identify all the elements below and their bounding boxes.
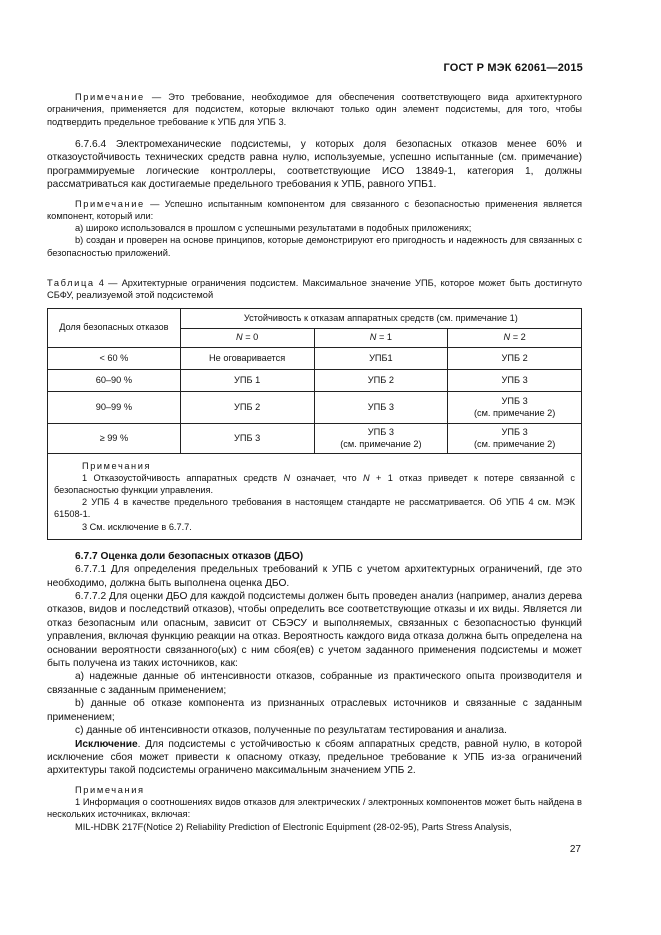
table-notes-label: Примечания [82, 460, 152, 471]
cell-n2: УПБ 3 (см. примечание 2) [448, 423, 582, 453]
note-1: 1 Информация о соотношениях видов отказов для электрических / электронных компонентов может быть найдена в нескольких источниках, включая: [47, 797, 582, 820]
table-note-3: 3 См. исключение в 6.7.7. [82, 521, 192, 532]
header-n0: N = 0 [180, 328, 314, 347]
cell-sff: < 60 % [48, 347, 181, 369]
table-note-2: 2 УПБ 4 в качестве предельного требования в настоящем стандарте не рассматривается. Об УПБ 4 см. МЭК 61508-1. [54, 497, 575, 520]
note-item-a: a) широко использовался в прошлом с успешными результатами в подобных приложениях; [75, 223, 472, 234]
table-caption [47, 277, 582, 302]
cell-n1: УПБ 3 [314, 391, 448, 423]
exception-label: Исключение [75, 738, 138, 750]
note-text: — Успешно испытанным компонентом для связанного с безопасностью применения является компонент, который или: [47, 198, 582, 221]
cell-n1: УПБ 3 (см. примечание 2) [314, 423, 448, 453]
header-sff: Доля безопасных отказов [48, 308, 181, 347]
note-proven-component [47, 198, 582, 223]
cell-sff: 60–90 % [48, 369, 181, 391]
note-item-b: b) создан и проверен на основе принципов, которые демонстрируют его пригодность и надежность для связанных с безопасностью приложений. [47, 235, 582, 258]
cell-n0: Не оговаривается [180, 347, 314, 369]
architecture-constraints-table [47, 308, 582, 540]
document-header: ГОСТ Р МЭК 62061—2015 [443, 62, 583, 74]
cell-n0: УПБ 2 [180, 391, 314, 423]
table-notes-row [48, 453, 582, 539]
paragraph-6772: 6.7.7.2 Для оценки ДБО для каждой подсистемы должен быть проведен анализ (например, анализ дерева отказов, видов и последствий отказов), чтобы определить все соответствующие отказы и их виды. Является ли отказ безопасным или опасным, зависит от СБЭСУ и выполняемых, связанных с безопасностью функций управления, включая функцию реакции на отказ. Вероятность каждого вида отказа должна быть определена на основании вероятности связанного(ых) с ним сбоя(ев) с учетом заданного применения подсистемы и может быть получена из таких источников, как: [47, 591, 582, 670]
n-symbol: N [503, 332, 511, 343]
list-item-a: a) надежные данные об интенсивности отказов, собранные из практического опыта производителя и связанные с заданным применением; [47, 671, 582, 696]
table-caption-text: 4 — Архитектурные ограничения подсистем. Максимальное значение УПБ, которое может быть достигнуто СБФУ, реализуемой этой подсистемой [47, 278, 582, 301]
cell-sff: 90–99 % [48, 391, 181, 423]
paragraph-6764: 6.7.6.4 Электромеханические подсистемы, у которых доля безопасных отказов менее 60% и отказоустойчивость технических средств равна нулю, используемые, успешно испытанные (см. примечание) программируемые логические контроллеры, соответствующие ИСО 13849-1, категория 1, должны рассматриваться как достигаемые предельного требования к УПБ, равного УПБ1. [47, 138, 582, 191]
table-row [48, 423, 582, 453]
header-n1: N = 1 [314, 328, 448, 347]
header-fault-tolerance: Устойчивость к отказам аппаратных средств (см. примечание 1) [180, 308, 581, 328]
cell-n2: УПБ 3 (см. примечание 2) [448, 391, 582, 423]
exception-paragraph: Исключение. Для подсистемы с устойчивостью к сбоям аппаратных средств, равной нулю, в которой исключение сбоя может привести к опасному отказу, предельное требование к УПБ из-за ограничений архитектуры такой подсистемы ограничено максимальным значением УПБ 2. [47, 738, 582, 777]
cell-n2: УПБ 3 [448, 369, 582, 391]
table-note-1: 1 Отказоустойчивость аппаратных средств N означает, что N + 1 отказ приведет к потере связанной с безопасностью функции управления. [54, 472, 575, 495]
note-label: Примечание [75, 198, 145, 209]
cell-n0: УПБ 3 [180, 423, 314, 453]
page-body [47, 91, 582, 833]
paragraph-6771: 6.7.7.1 Для определения предельных требований к УПБ с учетом архитектурных ограничений, где это необходимо, должна быть выполнена оценка ДБО. [47, 564, 582, 589]
cell-n2: УПБ 2 [448, 347, 582, 369]
note-label: Примечание [75, 92, 145, 102]
note-text: — Это требование, необходимое для обеспечения соответствующего вида архитектурного ограничения, применяется для подсистем, которые включают только один элемент подсистемы, для того, чтобы подтвердить предельное требование к УПБ для УПБ 3. [47, 92, 582, 127]
note-1-reference: MIL-HDBK 217F(Notice 2) Reliability Prediction of Electronic Equipment (28-02-95), Parts Stress Analysis, [75, 821, 512, 832]
n-symbol: N [236, 332, 243, 343]
table-row [48, 369, 582, 391]
notes-label: Примечания [75, 784, 145, 795]
note-top [47, 91, 582, 128]
section-title: 6.7.7 Оценка доли безопасных отказов (ДБО) [75, 550, 304, 562]
cell-n1: УПБ1 [314, 347, 448, 369]
table-row [48, 391, 582, 423]
list-item-c: c) данные об интенсивности отказов, полученные по результатам тестирования и анализа. [75, 725, 507, 737]
cell-n1: УПБ 2 [314, 369, 448, 391]
n-symbol: N [369, 332, 377, 343]
page-number: 27 [569, 844, 581, 855]
table-row [48, 347, 582, 369]
cell-sff: ≥ 99 % [48, 423, 181, 453]
cell-n0: УПБ 1 [180, 369, 314, 391]
table-caption-label: Таблица [47, 278, 95, 288]
list-item-b: b) данные об отказе компонента из признанных отраслевых источников и связанные с заданным применением; [47, 698, 582, 723]
table-notes [48, 453, 582, 539]
header-n2: N = 2 [448, 328, 582, 347]
